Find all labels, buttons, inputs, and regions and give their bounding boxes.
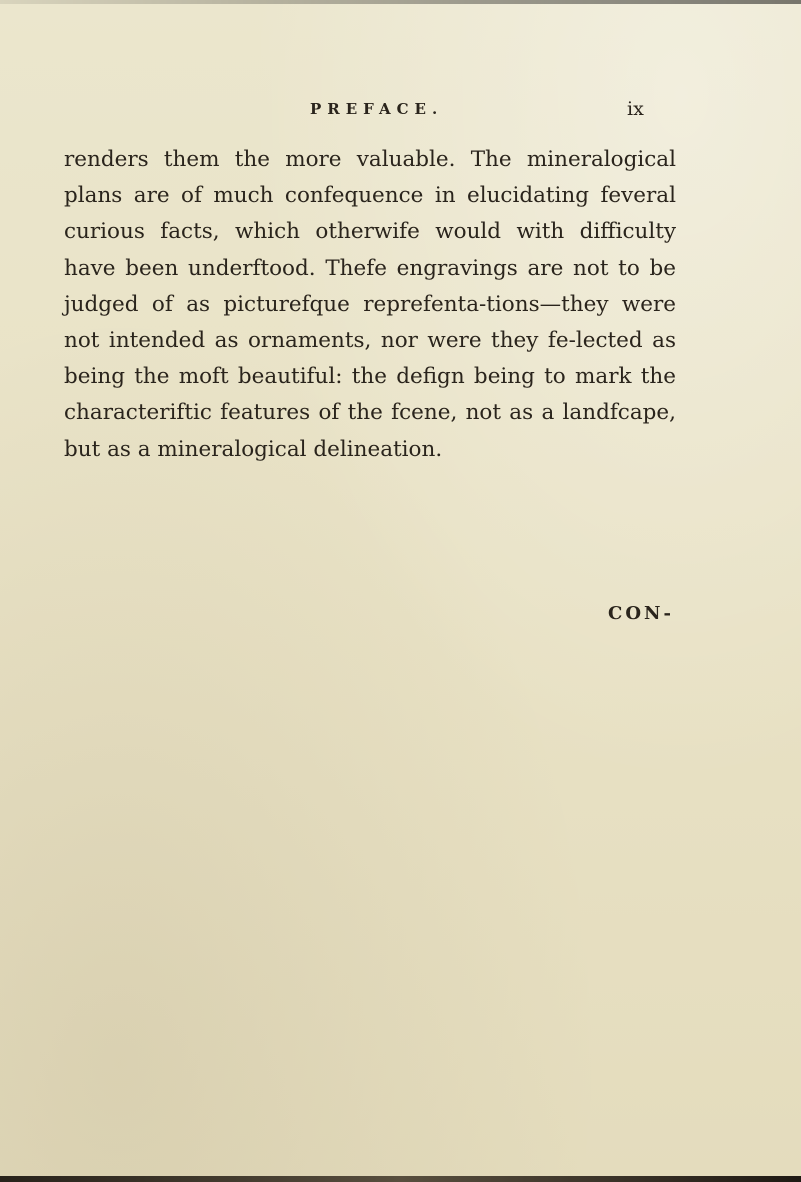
bleed-through-texture (230, 400, 650, 960)
body-text (64, 142, 676, 468)
catchword: CON- (608, 603, 674, 624)
paragraph: renders them the more valuable. The mineralogical plans are of much confequence in elucidating feveral curious facts, which otherwife would with difficulty have been underftood. Thefe engravings are not to be judged of as picturefque reprefenta-tions—they were not intended as ornaments, nor were they fe-lected as being the moft beautiful: the defign being to mark the characteriftic features of the fcene, not as a landfcape, but as a mineralogical delineation. (64, 147, 676, 462)
page-top-edge (0, 0, 801, 4)
page-header (0, 100, 801, 130)
page-bottom-edge (0, 1176, 801, 1182)
running-head: PREFACE. (310, 100, 444, 118)
page-number: ix (627, 98, 644, 120)
